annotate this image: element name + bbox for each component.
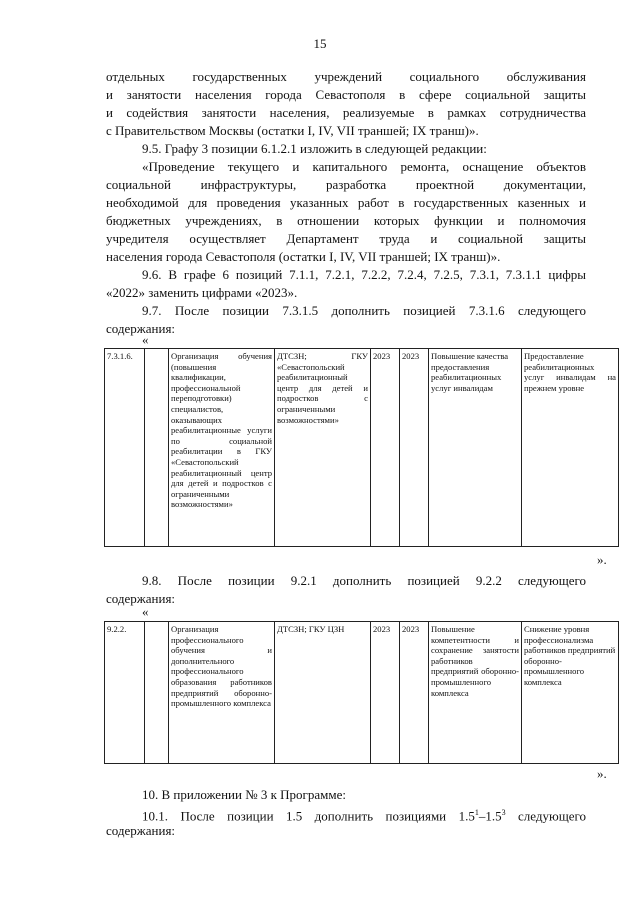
text-line: учредителя осуществляет Департамент труда и социальной защиты <box>106 231 586 246</box>
text-line: отдельных государственных учреждений социального обслуживания <box>106 69 586 84</box>
position-code: 9.2.2. <box>105 622 145 764</box>
closing-quote: ». <box>597 552 607 567</box>
text-line: 10.1. После позиции 1.5 дополнить позициями $1.5^1-1.5^3$ следующего <box>142 808 586 824</box>
text-line: 9.5. Графу 3 позиции 6.1.2.1 изложить в следующей редакции: <box>142 141 487 156</box>
paragraph-10: 10. В приложении № 3 к Программе: <box>142 787 346 802</box>
position-executor: ДТСЗН; ГКУ ЦЗН <box>275 622 371 764</box>
text-line: 9.6. В графе 6 позиций 7.1.1, 7.2.1, 7.2.2, 7.2.4, 7.2.5, 7.3.1, 7.3.1.1 цифры <box>142 267 586 282</box>
empty-cell <box>145 622 169 764</box>
text-line: с Правительством Москвы (остатки I, IV, VII траншей; IX транш)». <box>106 123 479 138</box>
page-number: 15 <box>313 36 327 51</box>
table-row <box>105 622 619 764</box>
text-line: содержания: <box>106 823 176 838</box>
text-line: содержания: <box>106 321 176 336</box>
end-year: 2023 <box>400 349 429 547</box>
text-line: содержания: <box>106 591 176 606</box>
empty-cell <box>145 349 169 547</box>
start-year: 2023 <box>371 622 400 764</box>
expected-result: Повышение качества предоставления реабилитационных услуг инвалидам <box>429 349 522 547</box>
non-implementation-effect: Снижение уровня профессионализма работников предприятий оборонно-промышленного комплекса <box>522 622 619 764</box>
position-executor: ДТСЗН; ГКУ «Севастопольский реабилитационный центр для детей и подростков с ограниченными возможностями» <box>275 349 371 547</box>
non-implementation-effect: Предоставление реабилитационных услуг инвалидам на прежнем уровне <box>522 349 619 547</box>
text-line: и занятости населения города Севастополя в сфере социальной защиты <box>106 87 586 102</box>
text-line: необходимой для проведения указанных работ в государственных казенных и <box>106 195 586 210</box>
table-row <box>105 349 619 547</box>
position-code: 7.3.1.6. <box>105 349 145 547</box>
start-year: 2023 <box>371 349 400 547</box>
opening-quote: « <box>142 332 149 347</box>
text-line: «2022» заменить цифрами «2023». <box>106 285 298 300</box>
end-year: 2023 <box>400 622 429 764</box>
position-name: Организация обучения (повышения квалификации, профессиональной переподготовки) специалистов, оказывающих реабилитационные услуги по социальной реабилитации в ГКУ «Севастопольский реабилитационный центр для детей и подростков с ограниченными возможностями» <box>169 349 275 547</box>
position-name: Организация профессионального обучения и дополнительного профессионального образования работников предприятий оборонно-промышленного комплекса <box>169 622 275 764</box>
text-line: 9.7. После позиции 7.3.1.5 дополнить позицией 7.3.1.6 следующего <box>142 303 586 318</box>
text-line: бюджетных учреждениях, в отношении которых функции и полномочия <box>106 213 586 228</box>
opening-quote: « <box>142 604 149 619</box>
text-line: 9.8. После позиции 9.2.1 дополнить позицией 9.2.2 следующего <box>142 573 586 588</box>
table-position-9-2-2 <box>104 621 619 764</box>
text-line: населения города Севастополя (остатки I, IV, VII траншей; IX транш)». <box>106 249 501 264</box>
expected-result: Повышение компетентности и сохранение занятости работников предприятий оборонно-промышленного комплекса <box>429 622 522 764</box>
text-line: «Проведение текущего и капитального ремонта, оснащение объектов <box>142 159 586 174</box>
text-line: и содействия занятости населения, реализуемые в рамках сотрудничества <box>106 105 586 120</box>
text-line: социальной инфраструктуры, разработка проектной документации, <box>106 177 586 192</box>
table-position-7-3-1-6 <box>104 348 619 547</box>
closing-quote: ». <box>597 766 607 781</box>
